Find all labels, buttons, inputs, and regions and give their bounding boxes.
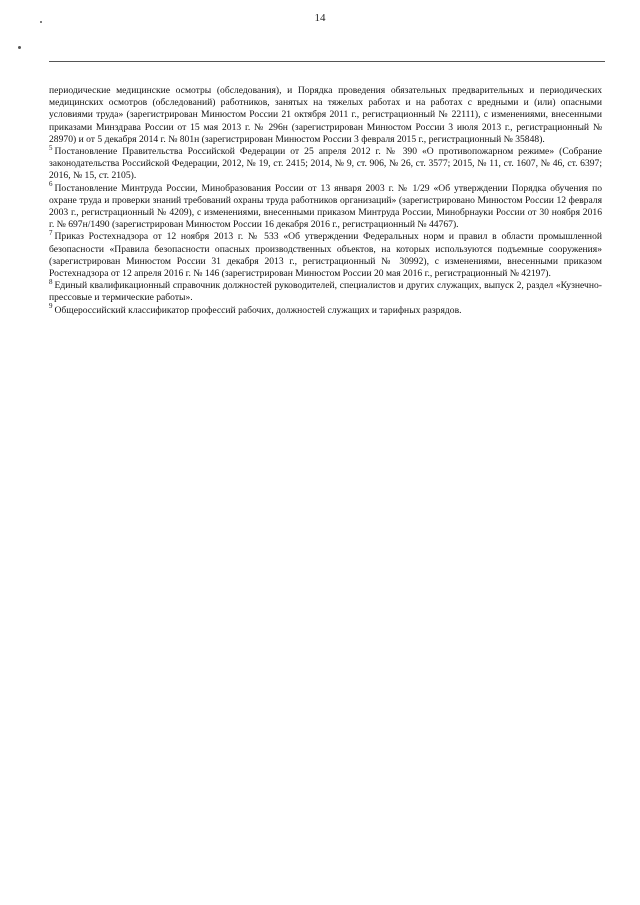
footnote-6 bbox=[49, 180, 602, 232]
footnote-continued bbox=[49, 85, 602, 146]
scan-speck bbox=[40, 21, 42, 23]
footnote-marker: 8 bbox=[49, 278, 53, 287]
footnote-marker: 6 bbox=[49, 180, 53, 189]
footnote-divider bbox=[49, 61, 605, 62]
footnote-7 bbox=[49, 231, 602, 280]
footnote-text: периодические медицинские осмотры (обследования), и Порядка проведения обязательных предварительных и периодических медицинских осмотров (обследований) работников, занятых на тяжелых работах и на работах с вредными и (или) опасными условиями труда» (зарегистрирован Минюстом России 21 октября 2011 г., регистрационный № 22111), с изменениями, внесенными приказами Минздрава России от 15 мая 2013 г. № 296н (зарегистрирован Минюстом России 3 июля 2013 г., регистрационный № 28970) и от 5 декабря 2014 г. № 801н (зарегистрирован Минюстом России 3 февраля 2015 г., регистрационный № 35848). bbox=[49, 85, 602, 145]
footnote-text: Приказ Ростехнадзора от 12 ноября 2013 г. № 533 «Об утверждении Федеральных норм и правил в области промышленной безопасности «Правила безопасности опасных производственных объектов, на которых используются подъемные сооружения» (зарегистрирован Минюстом России 31 декабря 2013 г., регистрационный № 30992), с изменениями, внесенными приказом Ростехнадзора от 12 апреля 2016 г. № 146 (зарегистрирован Минюстом России 20 мая 2016 г., регистрационный № 42197). bbox=[49, 231, 602, 280]
footnotes-block bbox=[49, 85, 602, 317]
footnote-text: Общероссийский классификатор профессий рабочих, должностей служащих и тарифных разрядов. bbox=[54, 304, 462, 316]
footnote-text: Постановление Правительства Российской Федерации от 25 апреля 2012 г. № 390 «О противопожарном режиме» (Собрание законодательства Российской Федерации, 2012, № 19, ст. 2415; 2014, № 9, ст. 906, № 26, ст. 3577; 2015, № 11, ст. 1607, № 46, ст. 6397; 2016, № 15, ст. 2105). bbox=[49, 146, 602, 182]
footnote-9 bbox=[49, 302, 602, 317]
footnote-8 bbox=[49, 280, 602, 304]
footnote-5 bbox=[49, 143, 602, 183]
footnote-marker: 5 bbox=[49, 143, 53, 152]
footnote-text: Постановление Минтруда России, Минобразования России от 13 января 2003 г. № 1/29 «Об утверждении Порядка обучения по охране труда и проверки знаний требований охраны труда работников организаций» (зарегистрировано Минюстом России 12 февраля 2003 г., регистрационный № 4209), с изменениями, внесенными приказом Минтруда России, Минобрнауки России от 30 ноября 2016 г. № 697н/1490 (зарегистрирован Минюстом России 16 декабря 2016 г., регистрационный № 44767). bbox=[49, 182, 602, 231]
page-number: 14 bbox=[314, 12, 326, 24]
scan-speck bbox=[18, 46, 21, 49]
footnote-marker: 9 bbox=[49, 302, 53, 311]
footnote-text: Единый квалификационный справочник должностей руководителей, специалистов и других служащих, выпуск 2, раздел «Кузнечно-прессовые и термические работы». bbox=[49, 280, 602, 304]
footnote-marker: 7 bbox=[49, 229, 53, 238]
